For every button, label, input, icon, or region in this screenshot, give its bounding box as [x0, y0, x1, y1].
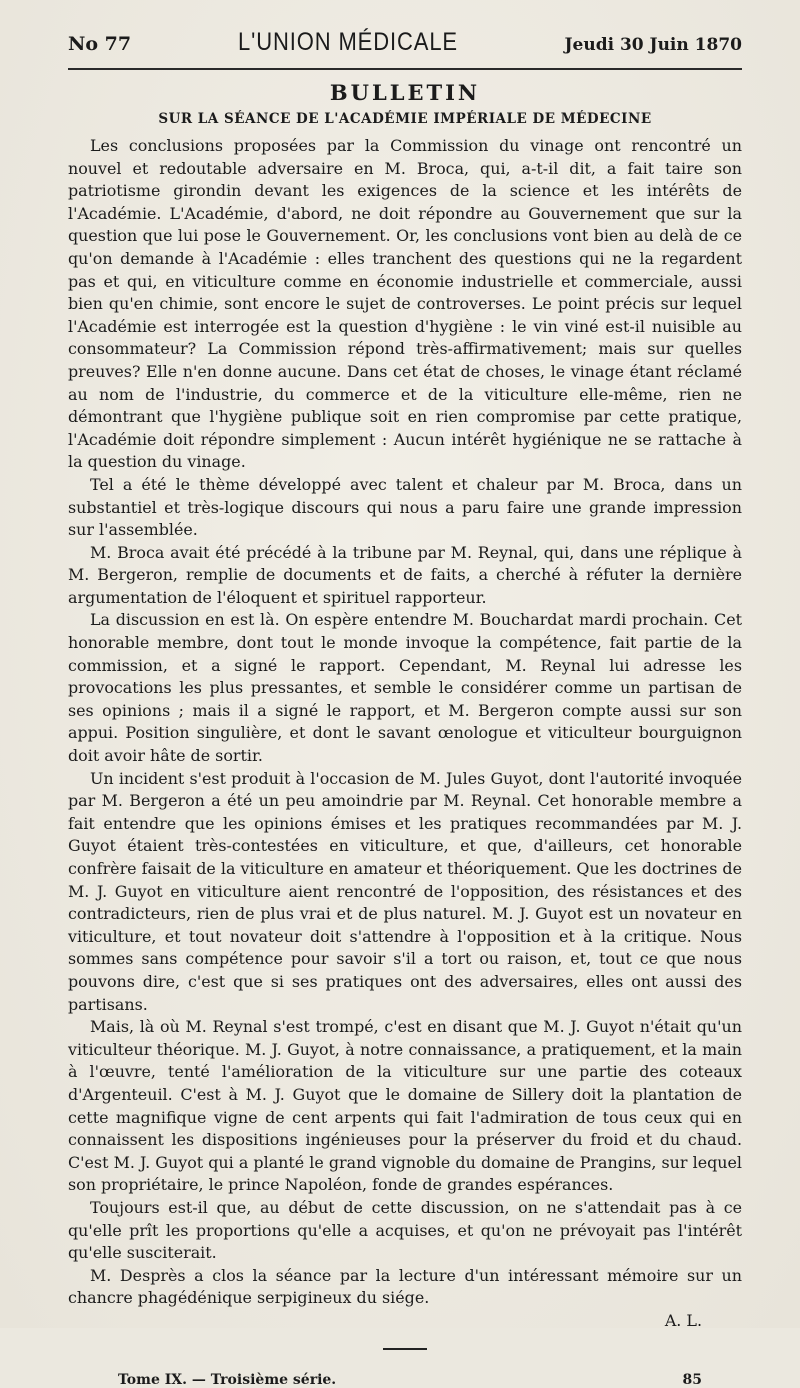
end-rule	[383, 1348, 427, 1350]
volume-series: Tome IX. — Troisième série.	[118, 1372, 337, 1388]
paragraph: Toujours est-il que, au début de cette discussion, on ne s'attendait pas à ce qu'elle prît les proportions qu'elle a acquises, et qu'on ne prévoyait pas l'intérêt qu'elle susciterait.	[68, 1197, 742, 1263]
paragraph: M. Broca avait été précédé à la tribune par M. Reynal, qui, dans une réplique à M. Bergeron, remplie de documents et de faits, a cherché à réfuter la dernière argumentation de l'éloquent et spirituel rapporteur.	[68, 542, 742, 607]
section-title: BULLETIN	[329, 80, 481, 105]
issue-date: Jeudi 30 Juin 1870	[564, 35, 742, 55]
paragraph: La discussion en est là. On espère entendre M. Bouchardat mardi prochain. Cet honorable membre, dont tout le monde invoque la compétence, fait partie de la commission, et a signé le rapport. Cependant, M. Reynal lui adresse les provocations les plus pressantes, et semble le considérer comme un partisan de ses opinions ; mais il a signé le rapport, et M. Bergeron compte aussi sur son appui. Position singulière, et dont le savant œnologue et viticulteur bourguignon doit avoir hâte de sortir.	[68, 610, 742, 766]
journal-title: L'UNION MÉDICALE	[237, 28, 458, 56]
header-rule	[68, 68, 742, 70]
paragraph: Un incident s'est produit à l'occasion de M. Jules Guyot, dont l'autorité invoquée par M. Bergeron a été un peu amoindrie par M. Reynal. Cet honorable membre a fait entendre que les opinions émises et les pratiques recommandées par M. J. Guyot étaient très-contestées en viticulture, et que, d'ailleurs, cet honorable confrère faisait de la viticulture en amateur et théoriquement. Que les doctrines de M. J. Guyot en viticulture aient rencontré de l'opposition, des résistances et des contradicteurs, rien de plus vrai et de plus naturel. M. J. Guyot est un novateur en viticulture, et tout novateur doit s'attendre à l'opposition et à la critique. Nous sommes sans compétence pour savoir s'il a tort ou raison, et, tout ce que nous pouvons dire, c'est que si ses pratiques ont des adversaires, elles ont aussi des partisans.	[68, 768, 742, 1014]
article-body	[68, 135, 742, 1332]
issue-number: No 77	[68, 33, 132, 55]
paragraph: Mais, là où M. Reynal s'est trompé, c'est en disant que M. J. Guyot n'était qu'un viticulteur théorique. M. J. Guyot, à notre connaissance, a pratiquement, et la main à l'œuvre, tenté l'amélioration de la viticulture sur une partie des coteaux d'Argenteuil. C'est à M. J. Guyot que le domaine de Sillery doit la plantation de cette magnifique vigne de cent arpents qui fait l'admiration de tous ceux qui en connaissent les dispositions ingénieuses pour la préserver du froid et du chaud. C'est M. J. Guyot qui a planté le grand vignoble du domaine de Prangins, sur lequel son propriétaire, le prince Napoléon, fonde de grandes espérances.	[68, 1017, 742, 1195]
signature-line	[68, 1310, 742, 1333]
page-number: 85	[682, 1372, 702, 1388]
closing-paragraph: M. Desprès a clos la séance par la lecture d'un intéressant mémoire sur un chancre phagédénique serpigineux du siége.	[68, 1265, 742, 1308]
page-footer	[68, 1372, 742, 1388]
author-signature: A. L.	[664, 1310, 702, 1330]
masthead	[68, 28, 742, 66]
section-subtitle: SUR LA SÉANCE DE L'ACADÉMIE IMPÉRIALE DE MÉDECINE	[158, 111, 652, 127]
paragraph: Les conclusions proposées par la Commission du vinage ont rencontré un nouvel et redoutable adversaire en M. Broca, qui, a-t-il dit, a fait taire son patriotisme girondin devant les exigences de la science et les intérêts de l'Académie. L'Académie, d'abord, ne doit répondre au Gouvernement que sur la question que lui pose le Gouvernement. Or, les conclusions vont bien au delà de ce qu'on demande à l'Académie : elles tranchent des questions qui ne la regardent pas et qui, en viticulture comme en économie industrielle et commerciale, aussi bien qu'en chimie, sont encore le sujet de controverses. Le point précis sur lequel l'Académie est interrogée est la question d'hygiène : le vin viné est-il nuisible au consommateur? La Commission répond très-affirmativement; mais sur quelles preuves? Elle n'en donne aucune. Dans cet état de choses, le vinage étant réclamé au nom de l'industrie, du commerce et de la viticulture elle-même, rien ne démontrant que l'hygiène publique soit en rien compromise par cette pratique, l'Académie doit répondre simplement : Aucun intérêt hygiénique ne se rattache à la question du vinage.	[68, 136, 742, 472]
paragraph: Tel a été le thème développé avec talent et chaleur par M. Broca, dans un substantiel et très-logique discours qui nous a paru faire une grande impression sur l'assemblée.	[68, 474, 742, 540]
